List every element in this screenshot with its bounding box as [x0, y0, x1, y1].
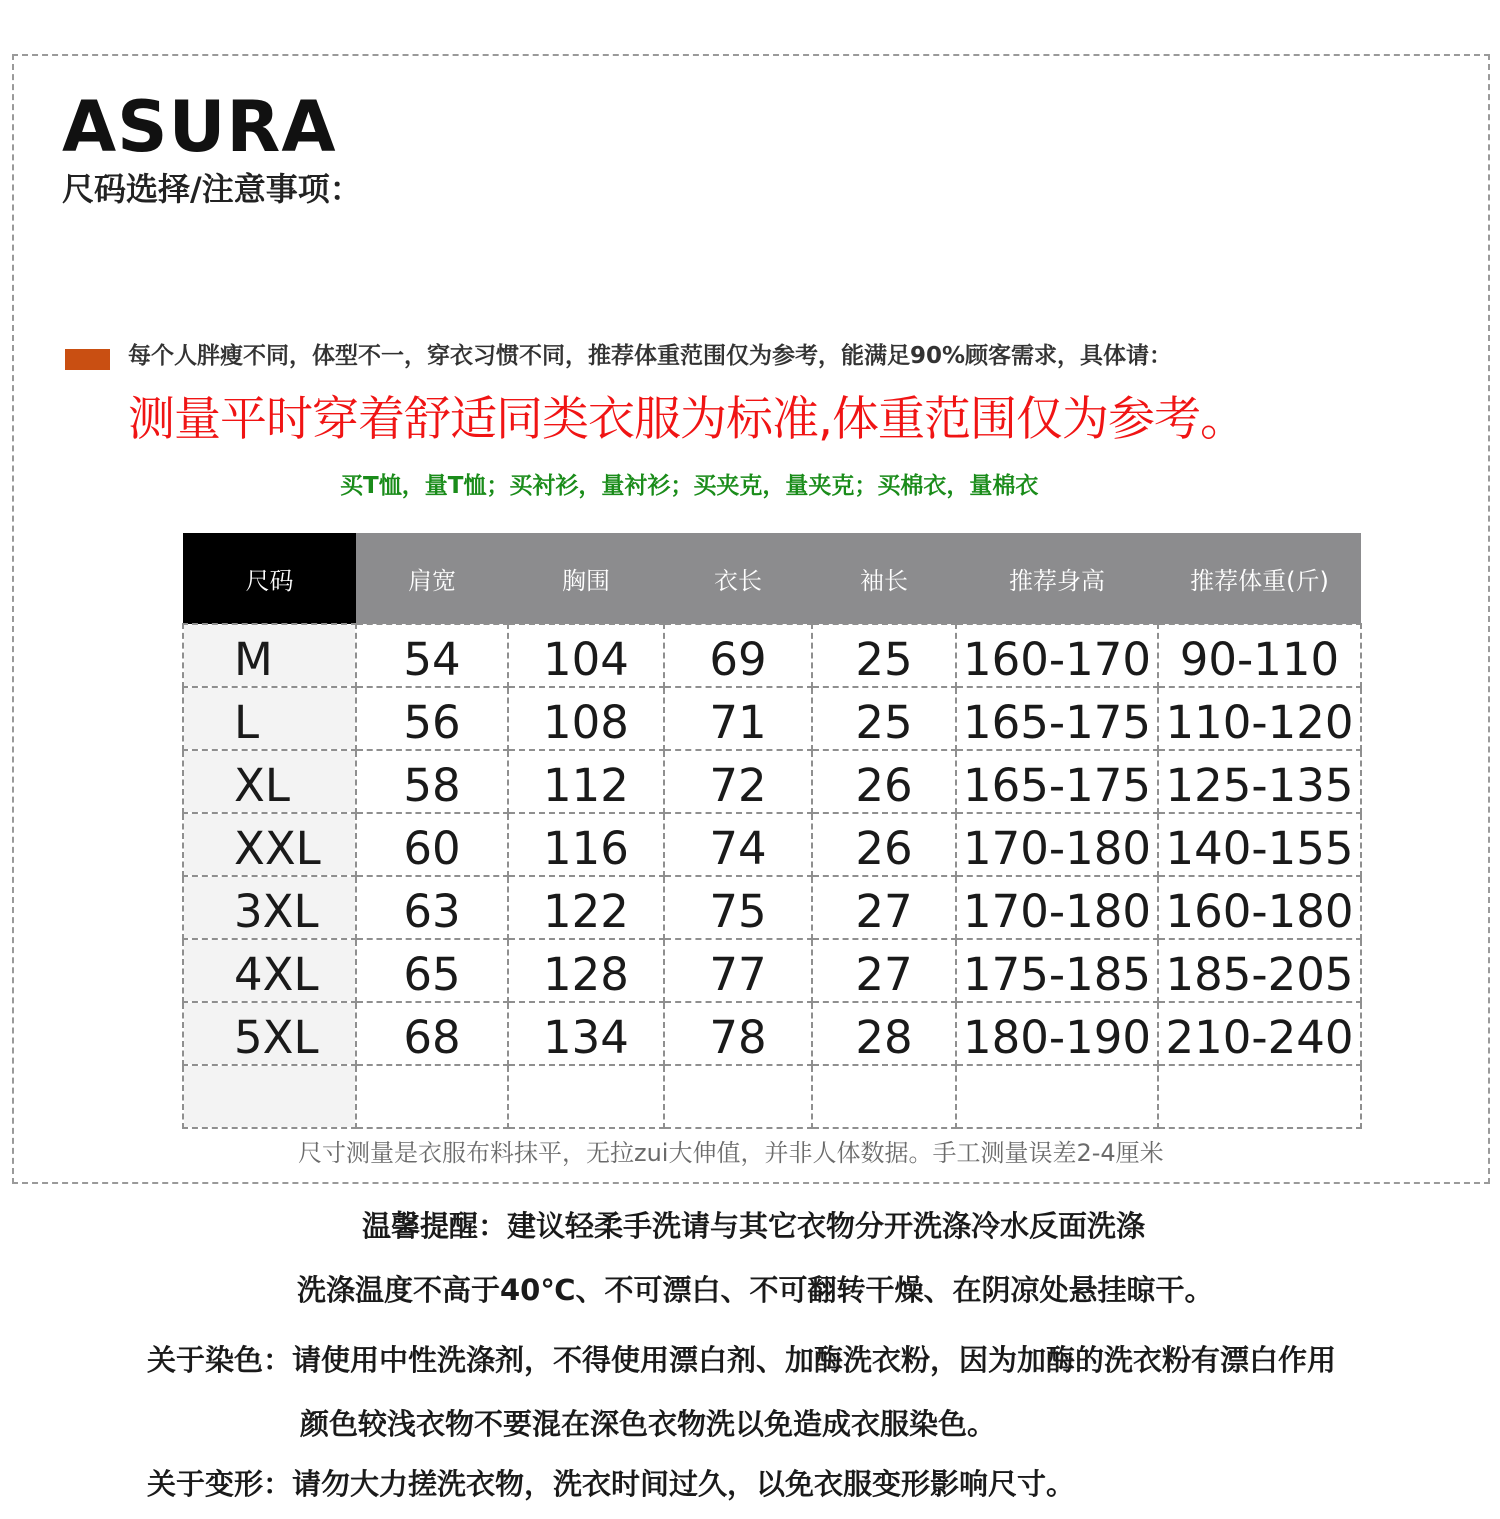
cell-chest: 122	[508, 876, 664, 939]
cell-sleeve: 28	[812, 1002, 956, 1065]
cell-length: 71	[664, 687, 812, 750]
cell-length: 72	[664, 750, 812, 813]
cell-weight: 160-180	[1158, 876, 1361, 939]
care-tip-line: 洗涤温度不高于40℃、不可漂白、不可翻转干燥、在阴凉处悬挂晾干。	[297, 1273, 1214, 1307]
header-sleeve: 袖长	[812, 533, 956, 624]
cell-chest: 128	[508, 939, 664, 1002]
table-header-row	[183, 533, 1361, 624]
page-subtitle: 尺码选择/注意事项：	[62, 170, 362, 208]
header-height: 推荐身高	[956, 533, 1158, 624]
cell-chest: 116	[508, 813, 664, 876]
cell-sleeve: 27	[812, 876, 956, 939]
dye-note-line: 关于染色：请使用中性洗涤剂，不得使用漂白剂、加酶洗衣粉，因为加酶的洗衣粉有漂白作用	[147, 1343, 1337, 1377]
cell-empty	[183, 1065, 356, 1128]
cell-sleeve: 25	[812, 624, 956, 687]
cell-sleeve: 26	[812, 750, 956, 813]
cell-shoulder: 56	[356, 687, 508, 750]
cell-shoulder: 60	[356, 813, 508, 876]
cell-height: 165-175	[956, 687, 1158, 750]
size-table	[182, 533, 1362, 1129]
cell-length: 75	[664, 876, 812, 939]
dye-note-line: 颜色较浅衣物不要混在深色衣物洗以免造成衣服染色。	[300, 1407, 997, 1441]
cell-height: 180-190	[956, 1002, 1158, 1065]
cell-size: M	[183, 624, 356, 687]
cell-chest: 134	[508, 1002, 664, 1065]
cell-height: 170-180	[956, 813, 1158, 876]
cell-weight: 125-135	[1158, 750, 1361, 813]
table-row	[183, 750, 1361, 813]
cell-shoulder: 63	[356, 876, 508, 939]
table-row	[183, 939, 1361, 1002]
table-row	[183, 813, 1361, 876]
measure-standard-text: 测量平时穿着舒适同类衣服为标准,体重范围仅为参考。	[128, 392, 1246, 447]
cell-empty	[1158, 1065, 1361, 1128]
cell-empty	[812, 1065, 956, 1128]
cell-empty	[956, 1065, 1158, 1128]
cell-size: 5XL	[183, 1002, 356, 1065]
bullet-marker	[65, 349, 110, 370]
header-length: 衣长	[664, 533, 812, 624]
notice-text: 每个人胖瘦不同，体型不一，穿衣习惯不同，推荐体重范围仅为参考，能满足90%顾客需求，具体请：	[128, 343, 1173, 369]
header-shoulder: 肩宽	[356, 533, 508, 624]
cell-empty	[664, 1065, 812, 1128]
table-row-empty	[183, 1065, 1361, 1128]
table-row	[183, 1002, 1361, 1065]
cell-size: 3XL	[183, 876, 356, 939]
cell-weight: 110-120	[1158, 687, 1361, 750]
cell-height: 160-170	[956, 624, 1158, 687]
table-row	[183, 687, 1361, 750]
header-chest: 胸围	[508, 533, 664, 624]
cell-weight: 140-155	[1158, 813, 1361, 876]
cell-shoulder: 65	[356, 939, 508, 1002]
table-row	[183, 624, 1361, 687]
cell-chest: 112	[508, 750, 664, 813]
cell-height: 170-180	[956, 876, 1158, 939]
cell-shoulder: 68	[356, 1002, 508, 1065]
cell-weight: 210-240	[1158, 1002, 1361, 1065]
care-tip-line: 温馨提醒：建议轻柔手洗请与其它衣物分开洗涤冷水反面洗涤	[362, 1209, 1146, 1243]
cell-chest: 108	[508, 687, 664, 750]
header-size: 尺码	[183, 533, 356, 624]
measurement-footnote: 尺寸测量是衣服布料抹平，无拉zui大伸值，并非人体数据。手工测量误差2-4厘米	[298, 1139, 1164, 1167]
cell-size: XL	[183, 750, 356, 813]
cell-sleeve: 25	[812, 687, 956, 750]
cell-size: XXL	[183, 813, 356, 876]
deformation-note-line: 关于变形：请勿大力搓洗衣物，洗衣时间过久，以免衣服变形影响尺寸。	[147, 1467, 1076, 1501]
cell-length: 78	[664, 1002, 812, 1065]
cell-length: 69	[664, 624, 812, 687]
cell-height: 175-185	[956, 939, 1158, 1002]
cell-size: 4XL	[183, 939, 356, 1002]
header-weight: 推荐体重(斤)	[1158, 533, 1361, 624]
cell-empty	[356, 1065, 508, 1128]
cell-empty	[508, 1065, 664, 1128]
cell-shoulder: 58	[356, 750, 508, 813]
cell-weight: 185-205	[1158, 939, 1361, 1002]
brand-logo: ASURA	[62, 86, 337, 168]
table-row	[183, 876, 1361, 939]
cell-size: L	[183, 687, 356, 750]
cell-sleeve: 26	[812, 813, 956, 876]
cell-sleeve: 27	[812, 939, 956, 1002]
cell-weight: 90-110	[1158, 624, 1361, 687]
cell-height: 165-175	[956, 750, 1158, 813]
cell-shoulder: 54	[356, 624, 508, 687]
measure-tip-text: 买T恤，量T恤；买衬衫，量衬衫；买夹克，量夹克；买棉衣，量棉衣	[340, 473, 1039, 499]
cell-chest: 104	[508, 624, 664, 687]
cell-length: 77	[664, 939, 812, 1002]
cell-length: 74	[664, 813, 812, 876]
